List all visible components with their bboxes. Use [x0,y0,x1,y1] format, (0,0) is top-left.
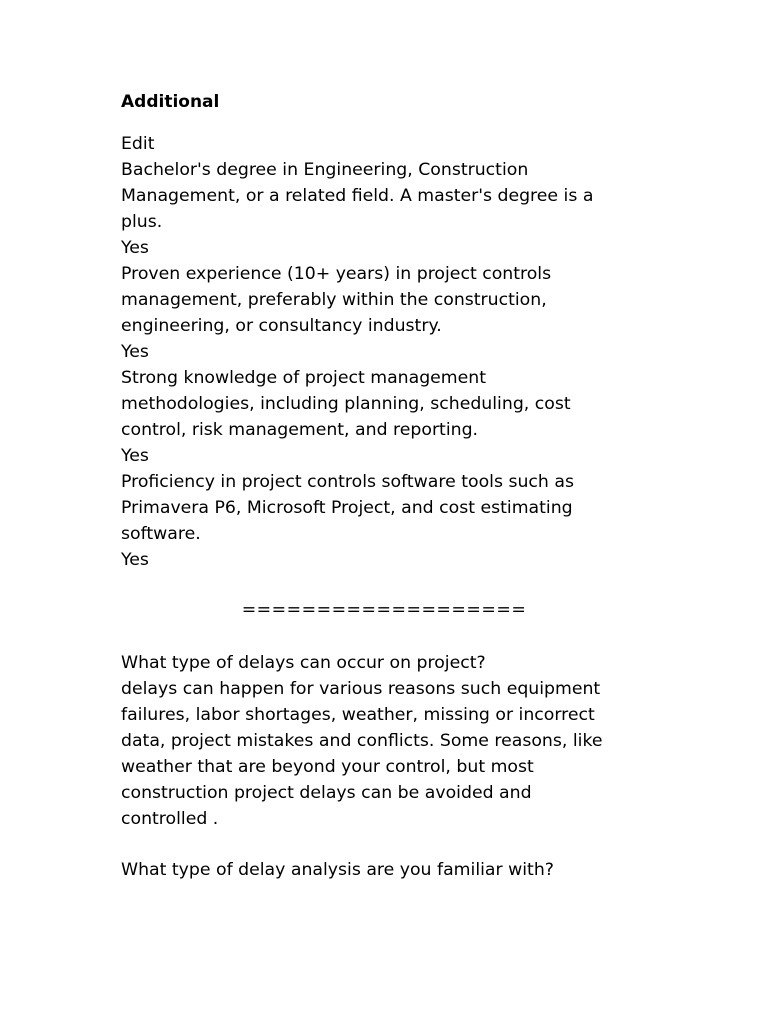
question-1: What type of delays can occur on project? [121,653,486,673]
qualification-2-answer: Yes [121,342,149,362]
answer-1-line-6: controlled . [121,809,219,829]
qualifications-section [121,131,641,573]
qualification-4-answer: Yes [121,550,149,570]
qualification-4-line-1: Proficiency in project controls software tools such as [121,472,574,492]
delays-question-section [121,650,641,832]
answer-1-line-1: delays can happen for various reasons such equipment [121,679,601,699]
question-2: What type of delay analysis are you familiar with? [121,860,554,880]
qualification-1-answer: Yes [121,238,149,258]
answer-1-line-2: failures, labor shortages, weather, missing or incorrect [121,705,595,725]
qualification-2-line-3: engineering, or consultancy industry. [121,316,442,336]
qualification-1-line-1: Bachelor's degree in Engineering, Construction [121,160,529,180]
qualification-1-line-2: Management, or a related field. A master's degree is a [121,186,594,206]
answer-1-line-4: weather that are beyond your control, but most [121,757,534,777]
qualification-3-line-1: Strong knowledge of project management [121,368,487,388]
qualification-1-line-3: plus. [121,212,163,232]
page-title: Additional [121,92,220,112]
delay-analysis-question-section [121,857,641,883]
edit-label: Edit [121,134,155,154]
qualification-4-line-3: software. [121,524,201,544]
qualification-3-line-3: control, risk management, and reporting. [121,420,479,440]
qualification-4-line-2: Primavera P6, Microsoft Project, and cost estimating [121,498,573,518]
qualification-3-answer: Yes [121,446,149,466]
answer-1-line-5: construction project delays can be avoided and [121,783,532,803]
qualification-2-line-2: management, preferably within the construction, [121,290,547,310]
qualification-3-line-2: methodologies, including planning, scheduling, cost [121,394,571,414]
section-separator: =================== [241,600,527,620]
qualification-2-line-1: Proven experience (10+ years) in project controls [121,264,552,284]
answer-1-line-3: data, project mistakes and conflicts. Some reasons, like [121,731,603,751]
